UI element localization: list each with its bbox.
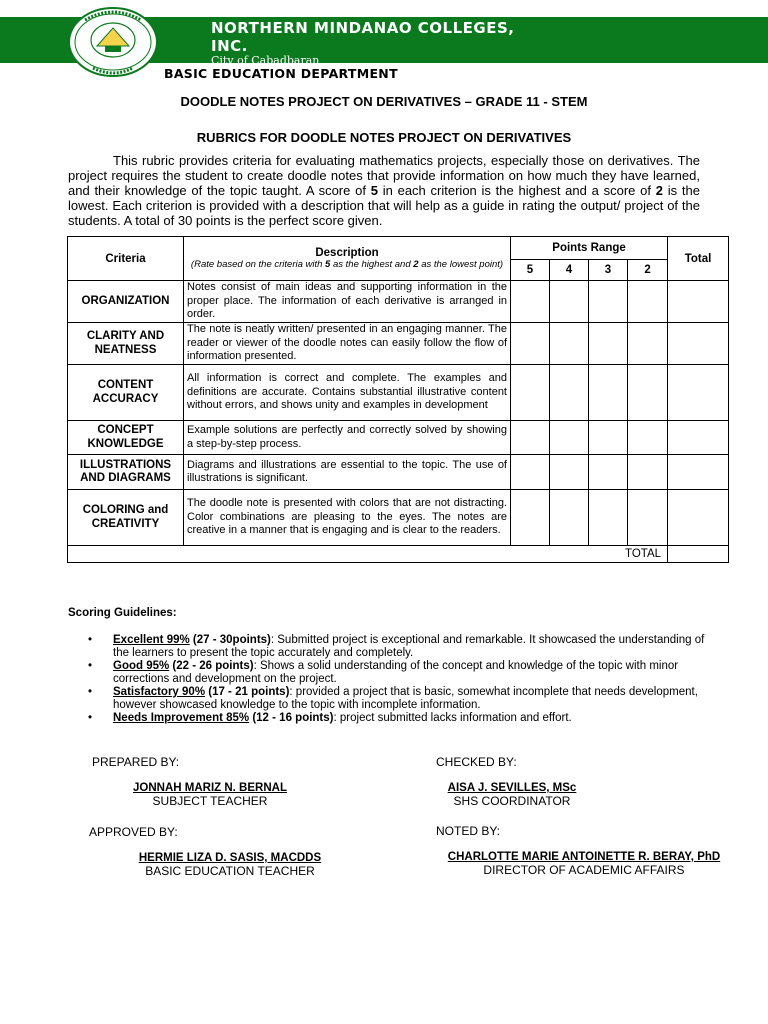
score-cell[interactable]	[628, 365, 668, 421]
criteria-header: Criteria	[68, 237, 184, 281]
table-row	[68, 455, 729, 490]
criteria-cell: CLARITY AND NEATNESS	[68, 323, 184, 365]
intro-paragraph	[68, 153, 700, 228]
total-cell[interactable]	[668, 490, 729, 546]
school-name-line2: INC.	[211, 37, 248, 55]
checked-by-title: SHS COORDINATOR	[453, 794, 571, 808]
score-cell[interactable]	[550, 281, 589, 323]
criteria-cell: CONTENT ACCURACY	[68, 365, 184, 421]
grade-text: : Submitted project is exceptional and remarkable. It showcased the understanding of the learners to present the topic accurately and completely.	[113, 634, 705, 659]
total-header: Total	[668, 237, 729, 281]
list-item	[88, 660, 708, 686]
note-five: 5	[325, 258, 331, 270]
total-cell[interactable]	[668, 323, 729, 365]
description-cell: Notes consist of main ideas and supporting information in the proper place. The information of each derivative is arranged in order.	[184, 281, 511, 323]
description-header	[184, 237, 511, 281]
score-cell[interactable]	[628, 323, 668, 365]
prepared-by-name: JONNAH MARIZ N. BERNAL	[133, 782, 287, 794]
grade-label: Needs Improvement 85%	[113, 712, 250, 724]
scoring-guidelines-title: Scoring Guidelines:	[68, 607, 177, 619]
score-cell[interactable]	[511, 490, 550, 546]
score-cell[interactable]	[628, 421, 668, 455]
grade-label: Satisfactory 90%	[113, 686, 206, 698]
total-cell[interactable]	[668, 365, 729, 421]
intro-two: 2	[655, 183, 664, 198]
grand-total-cell[interactable]	[668, 546, 729, 563]
intro-text-1: This rubric provides criteria for evaluating mathematics projects, especially those on derivatives. The project requires the student to create doodle notes that provide information on how much they have learned, and their knowledge of the topic taught. A score of	[68, 153, 700, 198]
score-cell[interactable]	[550, 490, 589, 546]
score-cell[interactable]	[550, 455, 589, 490]
points-4: 4	[550, 260, 589, 281]
noted-by-label: NOTED BY:	[436, 824, 501, 838]
score-cell[interactable]	[511, 323, 550, 365]
points-5: 5	[511, 260, 550, 281]
grade-text: : Shows a solid understanding of the concept and knowledge of the topic with minor corrections and development on the project.	[113, 660, 679, 685]
list-item	[88, 634, 708, 660]
table-row	[68, 323, 729, 365]
total-cell[interactable]	[668, 281, 729, 323]
document-title: DOODLE NOTES PROJECT ON DERIVATIVES – GRADE 11 - STEM	[180, 94, 588, 109]
grade-label: Good 95%	[113, 660, 170, 672]
points-range-header: Points Range	[511, 237, 668, 260]
checked-by-label: CHECKED BY:	[436, 755, 517, 769]
score-cell[interactable]	[550, 365, 589, 421]
bullet: •	[88, 712, 93, 724]
score-cell[interactable]	[589, 281, 628, 323]
table-row	[68, 490, 729, 546]
score-cell[interactable]	[511, 421, 550, 455]
score-cell[interactable]	[589, 323, 628, 365]
points-2: 2	[628, 260, 668, 281]
score-cell[interactable]	[511, 365, 550, 421]
grade-text: : project submitted lacks information and effort.	[333, 712, 572, 724]
note-part-b: as the highest and	[330, 258, 414, 270]
noted-by-name: CHARLOTTE MARIE ANTOINETTE R. BERAY, PhD	[447, 851, 721, 863]
school-name-line1: NORTHERN MINDANAO COLLEGES,	[211, 19, 515, 37]
score-cell[interactable]	[511, 281, 550, 323]
table-row	[68, 365, 729, 421]
score-cell[interactable]	[511, 455, 550, 490]
bullet: •	[88, 660, 93, 672]
criteria-cell: COLORING and CREATIVITY	[68, 490, 184, 546]
grade-text: : provided a project that is basic, somewhat incomplete that needs development, however showcased knowledge to the topic with incomplete information.	[113, 686, 698, 711]
approved-by-block	[100, 852, 360, 878]
score-cell[interactable]	[628, 455, 668, 490]
criteria-cell: ILLUSTRATIONS AND DIAGRAMS	[68, 455, 184, 490]
criteria-cell: CONCEPT KNOWLEDGE	[68, 421, 184, 455]
rubric-table	[67, 236, 729, 563]
table-row	[68, 281, 729, 323]
department-name: BASIC EDUCATION DEPARTMENT	[164, 66, 398, 81]
noted-by-block	[432, 851, 736, 877]
score-cell[interactable]	[550, 323, 589, 365]
total-label: TOTAL	[68, 546, 668, 563]
school-city: City of Cabadbaran	[211, 54, 320, 67]
grade-range: (12 - 16 points)	[249, 712, 334, 724]
bullet: •	[88, 686, 93, 698]
header-row	[68, 237, 729, 260]
note-two: 2	[413, 258, 419, 270]
description-header-note	[187, 259, 507, 271]
score-cell[interactable]	[628, 490, 668, 546]
school-seal-logo	[67, 6, 161, 78]
description-header-label: Description	[315, 246, 379, 259]
total-cell[interactable]	[668, 455, 729, 490]
list-item	[88, 686, 708, 712]
noted-by-title: DIRECTOR OF ACADEMIC AFFAIRS	[483, 863, 685, 877]
grade-range: (22 - 26 points)	[169, 660, 254, 672]
description-cell: Diagrams and illustrations are essential to the topic. The use of illustrations is significant.	[184, 455, 511, 490]
prepared-by-label: PREPARED BY:	[92, 755, 180, 769]
approved-by-label: APPROVED BY:	[89, 825, 178, 839]
score-cell[interactable]	[550, 421, 589, 455]
note-part-c: as the lowest point)	[418, 258, 504, 270]
score-cell[interactable]	[589, 365, 628, 421]
prepared-by-title: SUBJECT TEACHER	[152, 794, 268, 808]
checked-by-name: AISA J. SEVILLES, MSc	[447, 782, 577, 794]
checked-by-block	[408, 782, 616, 808]
description-cell: The doodle note is presented with colors that are not distracting. Color combinations are pleasing to the eyes. The notes are creative in a manner that is engaging and is clear to the readers.	[184, 490, 511, 546]
document-subtitle: RUBRICS FOR DOODLE NOTES PROJECT ON DERIVATIVES	[196, 130, 572, 145]
criteria-cell: ORGANIZATION	[68, 281, 184, 323]
score-cell[interactable]	[589, 455, 628, 490]
scoring-guidelines-list	[88, 634, 708, 725]
score-cell[interactable]	[589, 490, 628, 546]
points-3: 3	[589, 260, 628, 281]
score-cell[interactable]	[589, 421, 628, 455]
description-cell: The note is neatly written/ presented in an engaging manner. The reader or viewer of the doodle notes can easily follow the flow of information presented.	[184, 323, 511, 365]
grade-label: Excellent 99%	[113, 634, 190, 646]
grade-range: (27 - 30points)	[189, 634, 271, 646]
total-row	[68, 546, 729, 563]
approved-by-name: HERMIE LIZA D. SASIS, MACDDS	[138, 852, 322, 864]
bullet: •	[88, 634, 93, 646]
description-cell: Example solutions are perfectly and correctly solved by showing a step-by-step process.	[184, 421, 511, 455]
score-cell[interactable]	[628, 281, 668, 323]
description-cell: All information is correct and complete. The examples and definitions are accurate. Contains substantial illustrative content without errors, and shows unity and examples in development	[184, 365, 511, 421]
note-part-a: (Rate based on the criteria with	[190, 258, 326, 270]
school-name	[211, 19, 514, 55]
grade-range: (17 - 21 points)	[205, 686, 290, 698]
total-cell[interactable]	[668, 421, 729, 455]
intro-text-2: in each criterion is the highest and a score of	[377, 183, 656, 198]
intro-text-3: is the lowest. Each criterion is provided with a description that will help as a guide in rating the output/ project of the students. A total of 30 points is the perfect score given.	[68, 183, 700, 228]
approved-by-title: BASIC EDUCATION TEACHER	[145, 864, 315, 878]
intro-five: 5	[370, 183, 378, 198]
prepared-by-block	[80, 782, 340, 808]
list-item	[88, 712, 708, 725]
table-row	[68, 421, 729, 455]
